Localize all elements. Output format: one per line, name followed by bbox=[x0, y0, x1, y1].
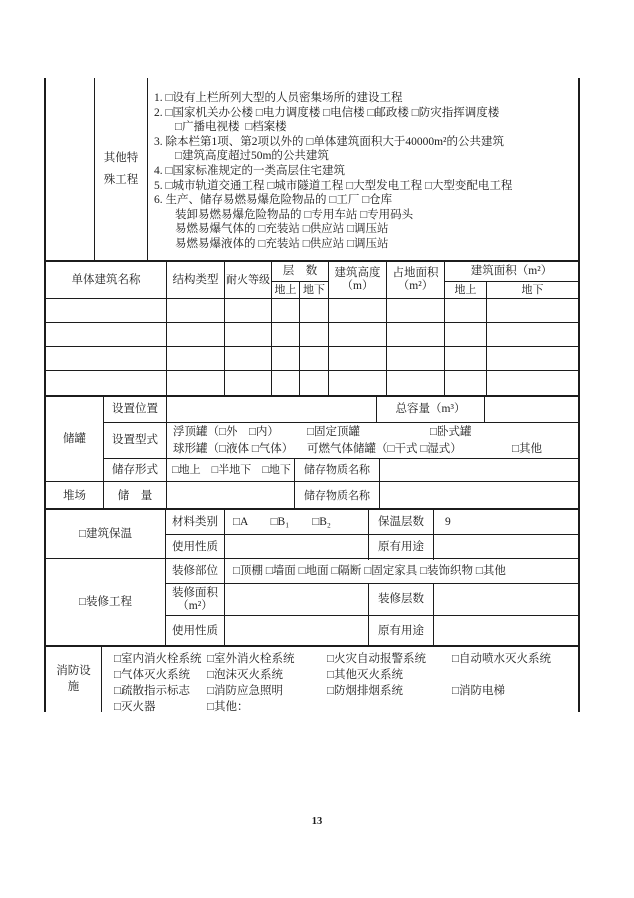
fire-facility-option: □火灾自动报警系统 bbox=[327, 653, 426, 665]
building-table-empty-cell bbox=[225, 347, 272, 371]
special-projects-line: □建筑高度超过50m的公共建筑 bbox=[175, 150, 329, 163]
building-table-empty-cell bbox=[300, 347, 329, 371]
special-projects-line: 易燃易爆液体的 □充装站 □供应站 □调压站 bbox=[175, 237, 389, 250]
tank-type-gas-holder: 可燃气体储罐（□干式 □湿式） bbox=[307, 442, 462, 455]
tank-type-options bbox=[167, 423, 578, 459]
fire-facility-option: □气体灭火系统 bbox=[114, 669, 190, 681]
fire-facility-option: □防烟排烟系统 bbox=[327, 685, 403, 697]
fire-facility-option bbox=[452, 667, 578, 683]
building-table-empty-cell bbox=[225, 299, 272, 323]
fire-facility-option: □室内消火栓系统 bbox=[114, 653, 202, 665]
section-decoration bbox=[44, 558, 580, 645]
decoration-layers-value bbox=[434, 584, 578, 616]
building-table-empty-cell bbox=[387, 371, 445, 395]
decoration-layers-label: 装修层数 bbox=[369, 584, 434, 616]
fire-facilities-label bbox=[46, 647, 102, 712]
special-projects-content bbox=[148, 78, 578, 260]
tank-type-floating-roof: 浮顶罐（□外 □内） bbox=[173, 426, 279, 438]
header-footprint-line2: （m²） bbox=[397, 280, 434, 292]
insulation-checkbox: □建筑保温 bbox=[46, 510, 166, 558]
special-projects-line: 5. □城市轨道交通工程 □城市隧道工程 □大型发电工程 □大型变配电工程 bbox=[154, 179, 513, 192]
tank-material-label: 储存物质名称 bbox=[295, 459, 380, 482]
decoration-area-label bbox=[166, 584, 225, 616]
tank-type-other: □其他 bbox=[512, 442, 542, 455]
decoration-part-label: 装修部位 bbox=[166, 559, 225, 584]
tank-section-label: 储罐 bbox=[46, 397, 104, 482]
building-table-empty-cell bbox=[329, 347, 387, 371]
header-area-below: 地下 bbox=[487, 282, 578, 299]
building-table-empty-cell bbox=[272, 323, 300, 347]
building-table-empty-cell bbox=[387, 323, 445, 347]
decoration-area-label-line2: （m²） bbox=[177, 599, 213, 612]
building-table-empty-cell bbox=[445, 299, 487, 323]
building-table-empty-cell bbox=[445, 323, 487, 347]
header-building-height-line1: 建筑高度 bbox=[334, 267, 381, 279]
header-footprint-area bbox=[387, 262, 445, 299]
page-number: 13 bbox=[311, 816, 323, 827]
insulation-original-use-value bbox=[434, 535, 578, 560]
header-floors-below: 地下 bbox=[300, 282, 329, 299]
fire-facility-option bbox=[452, 699, 578, 715]
building-table-empty-cell bbox=[445, 371, 487, 395]
building-table-empty-cell bbox=[387, 347, 445, 371]
tank-type-horizontal: □卧式罐 bbox=[430, 426, 472, 438]
decoration-use-label: 使用性质 bbox=[166, 616, 225, 646]
special-projects-line: 装卸易燃易爆危险物品的 □专用车站 □专用码头 bbox=[175, 208, 414, 221]
building-table-empty-cell bbox=[167, 371, 225, 395]
building-table-empty-cell bbox=[387, 299, 445, 323]
fire-facility-option: □泡沫灭火系统 bbox=[207, 669, 283, 681]
fire-facility-option bbox=[327, 699, 452, 715]
decoration-original-use-label: 原有用途 bbox=[369, 616, 434, 646]
fire-facility-option: □消防应急照明 bbox=[207, 685, 283, 697]
special-projects-line: 6. 生产、储存易燃易爆危险物品的 □工厂 □仓库 bbox=[154, 194, 393, 207]
tank-type-label: 设置型式 bbox=[104, 423, 167, 459]
row-label-line1: 其他特 bbox=[103, 151, 139, 164]
header-building-area: 建筑面积（m²） bbox=[445, 262, 578, 282]
section-other-special-projects bbox=[44, 78, 580, 260]
decoration-original-use-value bbox=[434, 616, 578, 646]
building-table-empty-cell bbox=[300, 299, 329, 323]
building-table-empty-cell bbox=[46, 347, 167, 371]
tank-capacity-value bbox=[485, 397, 578, 423]
leftmost-empty-cell bbox=[46, 78, 95, 260]
special-projects-line: 易燃易爆气体的 □充装站 □供应站 □调压站 bbox=[175, 223, 389, 236]
decoration-area-value bbox=[225, 584, 369, 616]
yard-section-label: 堆场 bbox=[46, 482, 104, 510]
fire-facility-option: □其他灭火系统 bbox=[327, 669, 403, 681]
special-projects-line: □广播电视楼 □档案楼 bbox=[175, 121, 287, 134]
building-empty-rows bbox=[46, 299, 578, 395]
yard-material-label: 储存物质名称 bbox=[295, 482, 380, 510]
row-label-line2: 殊工程 bbox=[103, 173, 139, 186]
special-projects-line: 1. □设有上栏所列大型的人员密集场所的建设工程 bbox=[154, 92, 403, 104]
tank-type-fixed-roof: □固定顶罐 bbox=[307, 426, 360, 438]
fire-facilities-options bbox=[102, 647, 578, 712]
fire-facility-option: □自动喷水灭火系统 bbox=[452, 653, 551, 665]
fire-facility-option: □消防电梯 bbox=[452, 685, 505, 697]
building-table-empty-cell bbox=[46, 371, 167, 395]
special-projects-line: 4. □国家标准规定的一类高层住宅建筑 bbox=[154, 164, 345, 177]
building-table-empty-cell bbox=[329, 371, 387, 395]
insulation-layers-label: 保温层数 bbox=[369, 510, 434, 535]
insulation-material-options: □A □B₁ □B₂ bbox=[225, 510, 369, 535]
tank-location-value bbox=[167, 397, 377, 423]
yard-material-value bbox=[380, 482, 578, 510]
tank-type-spherical: 球形罐（□液体 □气体） bbox=[173, 442, 294, 455]
building-table-empty-cell bbox=[329, 299, 387, 323]
building-table-empty-cell bbox=[167, 299, 225, 323]
decoration-area-label-line1: 装修面积 bbox=[172, 586, 218, 599]
insulation-original-use-label: 原有用途 bbox=[369, 535, 434, 560]
header-area-above: 地上 bbox=[445, 282, 487, 299]
tank-storage-form-label: 储存形式 bbox=[104, 459, 167, 482]
building-table-empty-cell bbox=[167, 323, 225, 347]
building-table-empty-cell bbox=[46, 323, 167, 347]
header-building-name: 单体建筑名称 bbox=[46, 262, 167, 299]
section-tank-yard bbox=[44, 395, 580, 508]
insulation-use-label: 使用性质 bbox=[166, 535, 225, 560]
tank-capacity-label: 总容量（m³） bbox=[377, 397, 485, 423]
building-table-empty-cell bbox=[300, 371, 329, 395]
insulation-layers-value: 9 bbox=[434, 510, 578, 535]
decoration-part-options: □顶棚 □墙面 □地面 □隔断 □固定家具 □装饰织物 □其他 bbox=[225, 559, 578, 584]
section-fire-facilities bbox=[44, 645, 580, 712]
fire-facility-option: □灭火器 bbox=[114, 701, 156, 713]
header-fire-rating: 耐火等级 bbox=[225, 262, 272, 299]
building-table-empty-cell bbox=[329, 323, 387, 347]
building-table-empty-cell bbox=[487, 323, 578, 347]
header-building-height bbox=[329, 262, 387, 299]
insulation-use-value bbox=[225, 535, 369, 560]
tank-location-label: 设置位置 bbox=[104, 397, 167, 423]
section-building-table bbox=[44, 260, 580, 395]
tank-material-value bbox=[380, 459, 578, 482]
yard-quantity-label: 储 量 bbox=[104, 482, 167, 510]
fire-facilities-label-line1: 消防设 bbox=[56, 665, 91, 677]
special-projects-line: 2. □国家机关办公楼 □电力调度楼 □电信楼 □邮政楼 □防灾指挥调度楼 bbox=[154, 106, 500, 119]
header-floors: 层 数 bbox=[272, 262, 329, 282]
header-structure-type: 结构类型 bbox=[167, 262, 225, 299]
building-table-empty-cell bbox=[272, 299, 300, 323]
insulation-material-label: 材料类别 bbox=[166, 510, 225, 535]
building-table-empty-cell bbox=[445, 347, 487, 371]
special-projects-line: 3. 除本栏第1项、第2项以外的 □单体建筑面积大于40000m²的公共建筑 bbox=[154, 135, 504, 148]
building-table-empty-cell bbox=[225, 323, 272, 347]
building-table-empty-cell bbox=[487, 347, 578, 371]
building-table-empty-cell bbox=[300, 323, 329, 347]
fire-facility-option: □疏散指示标志 bbox=[114, 685, 190, 697]
building-table-empty-cell bbox=[167, 347, 225, 371]
special-projects-row-label bbox=[95, 78, 148, 260]
fire-facilities-label-line2: 施 bbox=[67, 681, 80, 693]
header-building-height-line2: （m） bbox=[341, 280, 374, 292]
building-table-empty-cell bbox=[46, 299, 167, 323]
decoration-use-value bbox=[225, 616, 369, 646]
yard-quantity-value bbox=[167, 482, 295, 510]
decoration-checkbox: □装修工程 bbox=[46, 559, 166, 645]
fire-facility-option: □室外消火栓系统 bbox=[207, 653, 295, 665]
building-table-empty-cell bbox=[487, 299, 578, 323]
building-table-empty-cell bbox=[272, 347, 300, 371]
building-table-empty-cell bbox=[487, 371, 578, 395]
header-footprint-line1: 占地面积 bbox=[392, 267, 439, 279]
section-insulation bbox=[44, 508, 580, 558]
building-table-empty-cell bbox=[225, 371, 272, 395]
building-table-empty-cell bbox=[272, 371, 300, 395]
fire-facility-option: □其他： bbox=[207, 701, 249, 713]
header-floors-above: 地上 bbox=[272, 282, 300, 299]
tank-storage-form-options: □地上 □半地下 □地下 bbox=[167, 459, 295, 482]
